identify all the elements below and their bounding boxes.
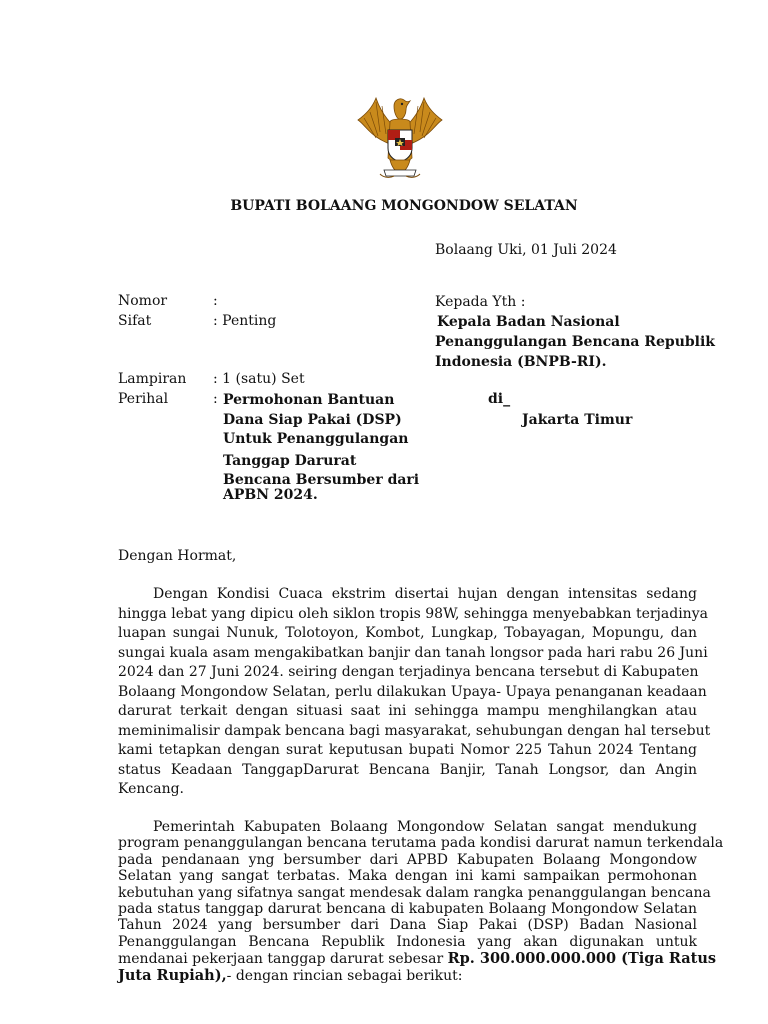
paragraph-line: Penanggulangan Bencana Republik Indonesia yang akan digunakan untuk [118,933,697,950]
paragraph-line: luapan sungai Nunuk, Tolotoyon, Kombot, Lungkap, Tobayagan, Mopungu, dan [118,625,697,641]
amount-value: Rp. 300.000.000.000 (Tiga Ratus [447,950,717,968]
paragraph-line [118,950,717,968]
perihal-line: APBN 2024. [223,486,318,503]
paragraph-line: Dengan Kondisi Cuaca ekstrim disertai hujan dengan intensitas sedang [153,586,697,602]
paragraph-line: program penanggulangan bencana terutama pada kondisi darurat namun terkendala [118,835,724,852]
letter-title: BUPATI BOLAANG MONGONDOW SELATAN [230,198,578,214]
perihal-line: Permohonan Bantuan [223,392,395,408]
garuda-emblem-icon [350,92,450,188]
paragraph-2 [118,819,724,984]
sifat-label: Sifat [118,313,152,329]
amount-words: Juta Rupiah), [118,966,227,984]
letter-date: Bolaang Uki, 01 Juli 2024 [435,242,617,258]
perihal-line: Dana Siap Pakai (DSP) [223,411,402,428]
perihal-label: Perihal [118,391,169,407]
recipient-di: di_ [488,391,511,407]
paragraph-line: Kencang. [118,781,185,797]
nomor-value: : [213,293,218,309]
paragraph-line: Tahun 2024 yang bersumber dari Dana Siap Pakai (DSP) Badan Nasional [118,917,697,934]
lampiran-value: : 1 (satu) Set [213,371,305,387]
amount-intro: mendanai pekerjaan tanggap darurat sebesar [118,951,448,968]
paragraph-line: Selatan yang sangat terbatas. Maka dengan ini kami sampaikan permohonan [118,868,697,885]
recipient-line: Penanggulangan Bencana Republik [435,334,715,350]
paragraph-line: darurat terkait dengan situasi saat ini sehingga mampu menghilangkan atau [118,703,697,719]
paragraph-line: pada pendanaan yng bersumber dari APBD Kabupaten Bolaang Mongondow [118,851,697,868]
perihal-line: Tanggap Darurat [223,452,357,469]
nomor-label: Nomor [118,293,168,309]
details-intro: - dengan rincian sebagai berikut: [226,967,463,984]
perihal-colon: : [213,391,218,407]
paragraph-line: 2024 dan 27 Juni 2024. seiring dengan terjadinya bencana tersebut di Kabupaten [118,664,699,680]
perihal-line: Untuk Penanggulangan [223,431,409,448]
paragraph-line: hingga lebat yang dipicu oleh siklon tropis 98W, sehingga menyebabkan terjadinya [118,605,708,622]
paragraph-line: meminimalisir dampak bencana bagi masyarakat, sehubungan dengan hal tersebut [118,722,711,739]
paragraph-line: status Keadaan TanggapDarurat Bencana Banjir, Tanah Longsor, dan Angin [118,761,697,778]
perihal-line: Bencana Bersumber dari [223,472,420,489]
lampiran-label: Lampiran [118,371,187,387]
recipient-city: Jakarta Timur [522,412,633,428]
paragraph-line: sungai kuala asam mengakibatkan banjir dan tanah longsor pada hari rabu 26 Juni [118,644,708,661]
sifat-value: : Penting [213,313,277,329]
paragraph-line [118,968,697,984]
recipient-line: Indonesia (BNPB-RI). [435,354,607,370]
paragraph-line: pada status tanggap darurat bencana di kabupaten Bolaang Mongondow Selatan [118,901,697,918]
paragraph-line: Pemerintah Kabupaten Bolaang Mongondow Selatan sangat mendukung [153,819,697,835]
recipient-line: Kepala Badan Nasional [437,314,620,330]
greeting: Dengan Hormat, [118,548,237,564]
paragraph-1 [118,585,711,800]
kepada-yth: Kepada Yth : [435,294,526,310]
perihal-text [223,391,420,506]
paragraph-line: kebutuhan yang sifatnya sangat mendesak dalam rangka penanggulangan bencana [118,884,711,901]
paragraph-line: kami tetapkan dengan surat keputusan bupati Nomor 225 Tahun 2024 Tentang [118,742,697,758]
paragraph-line: Bolaang Mongondow Selatan, perlu dilakukan Upaya- Upaya penanganan keadaan [118,683,707,700]
